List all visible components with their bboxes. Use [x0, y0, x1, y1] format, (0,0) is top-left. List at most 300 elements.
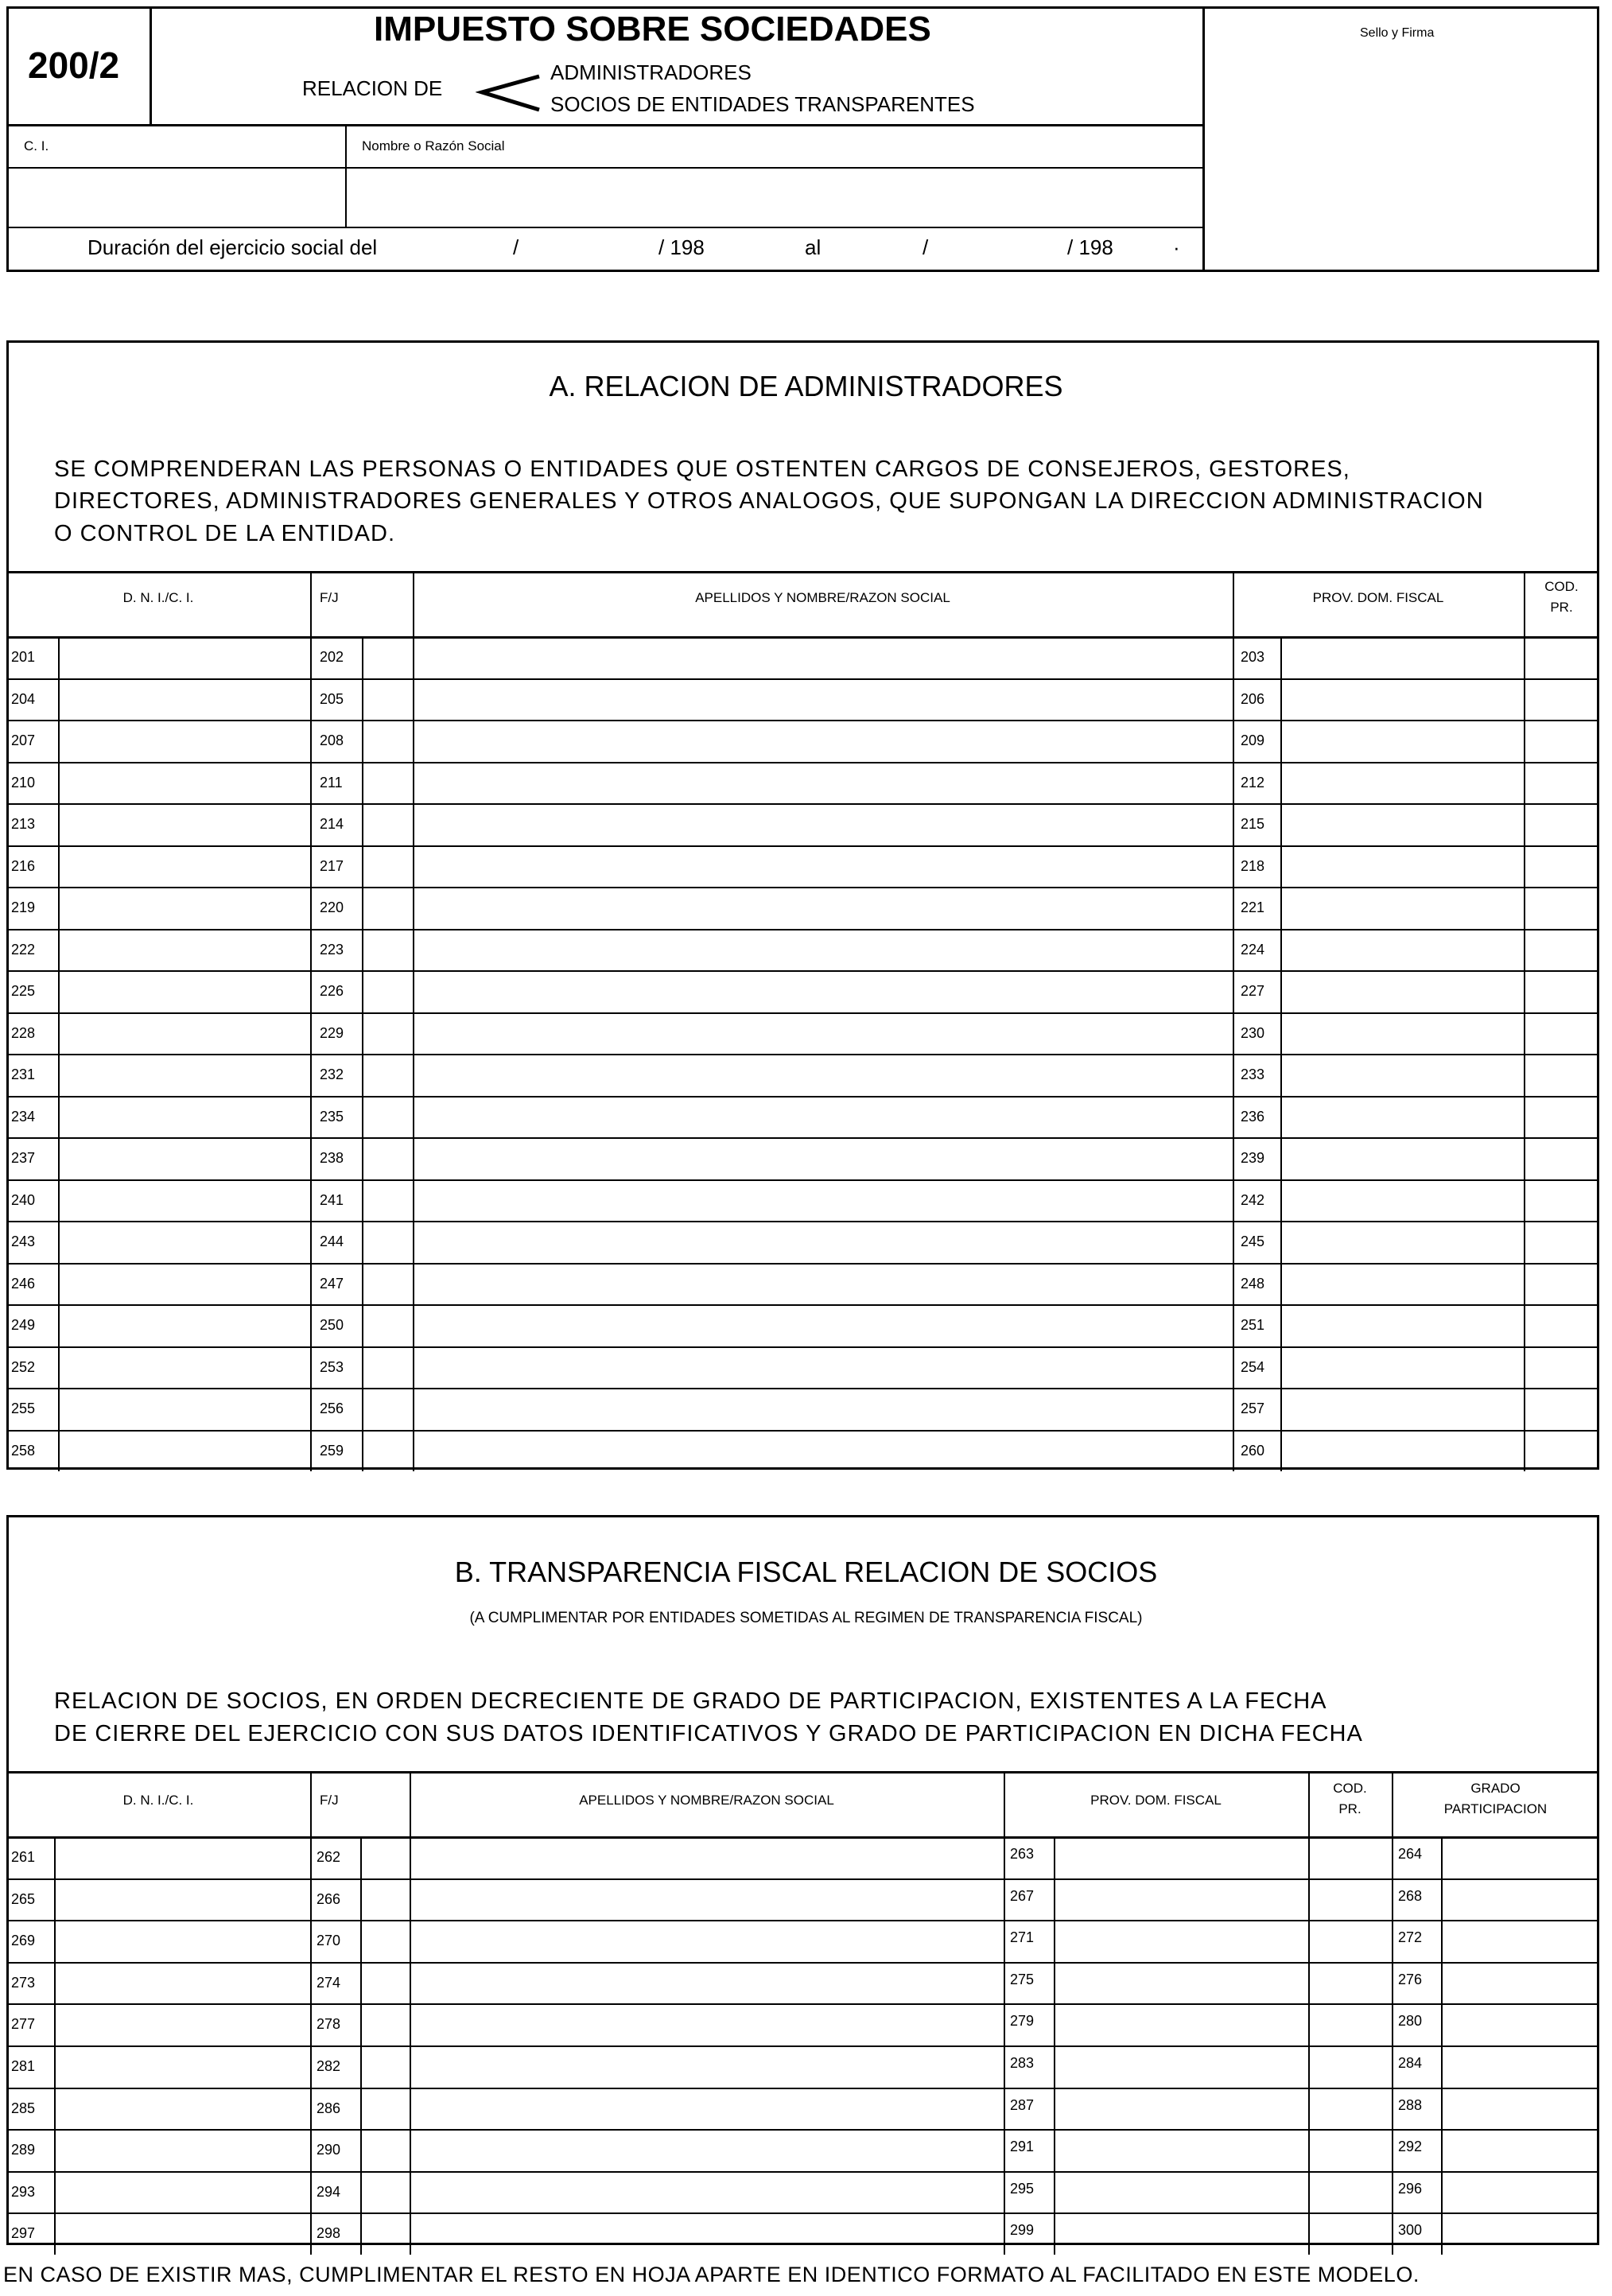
field-number: 298 [317, 2225, 341, 2242]
dni-input[interactable] [56, 1839, 309, 1876]
section-b-title: B. TRANSPARENCIA FISCAL RELACION DE SOCIOS [454, 1556, 1158, 1588]
field-number: 226 [320, 983, 344, 999]
field-number: 247 [320, 1275, 344, 1292]
apellidos-input[interactable] [411, 2048, 1002, 2085]
cod-pr-input[interactable] [1525, 1140, 1597, 1177]
fj-input[interactable] [363, 1390, 411, 1428]
prov-input[interactable] [1282, 1390, 1522, 1428]
divider [6, 678, 1599, 680]
divider [6, 571, 1599, 573]
field-number: 268 [1398, 1887, 1423, 1904]
divider [6, 167, 1204, 169]
field-number: 292 [1398, 2139, 1423, 2155]
col-header-apellidos: APELLIDOS Y NOMBRE/RAZON SOCIAL [695, 590, 950, 605]
dni-input[interactable] [56, 2006, 309, 2043]
prov-input[interactable] [1282, 1223, 1522, 1261]
divider [6, 2003, 1599, 2005]
cod-pr-input[interactable] [1525, 764, 1597, 802]
dni-input[interactable] [56, 1881, 309, 1918]
divider [6, 1962, 1599, 1964]
apellidos-input[interactable] [414, 764, 1231, 802]
field-number: 221 [1241, 899, 1265, 915]
field-number: 218 [1241, 857, 1265, 874]
field-number: 263 [1010, 1846, 1035, 1862]
divider [310, 573, 312, 1471]
apellidos-input[interactable] [411, 1839, 1002, 1876]
prov-input[interactable] [1055, 1839, 1307, 1876]
cod-pr-input[interactable] [1310, 2215, 1390, 2252]
field-number: 237 [11, 1150, 36, 1166]
field-number: 230 [1241, 1024, 1265, 1041]
cod-pr-input[interactable] [1525, 1182, 1597, 1219]
apellidos-input[interactable] [411, 2090, 1002, 2127]
field-number: 280 [1398, 2013, 1423, 2030]
divider [6, 887, 1599, 888]
field-number: 238 [320, 1150, 344, 1166]
field-number: 251 [1241, 1317, 1265, 1333]
field-number: 260 [1241, 1442, 1265, 1459]
dni-input[interactable] [60, 1223, 309, 1261]
apellidos-input[interactable] [411, 2006, 1002, 2043]
fj-input[interactable] [363, 1432, 411, 1470]
dni-input[interactable] [60, 973, 309, 1010]
field-number: 258 [11, 1442, 36, 1459]
field-number: 297 [11, 2225, 36, 2242]
prov-input[interactable] [1282, 1265, 1522, 1303]
divider [6, 1878, 1599, 1880]
cod-pr-input[interactable] [1525, 973, 1597, 1010]
nombre-label: Nombre o Razón Social [362, 138, 505, 153]
cod-pr-input[interactable] [1310, 2006, 1390, 2043]
field-number: 204 [11, 690, 36, 707]
field-number: 285 [11, 2100, 36, 2116]
dni-input[interactable] [60, 1015, 309, 1052]
duracion-year-2: / 198 [1067, 235, 1113, 259]
divider [150, 6, 152, 124]
field-number: 275 [1010, 1971, 1035, 1987]
col-header-fj: F/J [320, 590, 339, 605]
field-number: 293 [11, 2183, 36, 2200]
apellidos-input[interactable] [414, 1223, 1231, 1261]
divider [6, 1430, 1599, 1432]
col-header-fj: F/J [320, 1793, 339, 1808]
apellidos-input[interactable] [411, 1922, 1002, 1960]
fj-input[interactable] [362, 1964, 408, 2002]
field-number: 299 [1010, 2222, 1035, 2239]
col-header-prov: PROV. DOM. FISCAL [1090, 1793, 1222, 1808]
grado-participacion-input[interactable] [1443, 2048, 1597, 2085]
prov-input[interactable] [1282, 1056, 1522, 1094]
dni-input[interactable] [60, 1140, 309, 1177]
apellidos-input[interactable] [414, 848, 1231, 885]
form-code: 200/2 [28, 45, 120, 86]
dni-input[interactable] [56, 2215, 309, 2252]
prov-input[interactable] [1282, 973, 1522, 1010]
cod-pr-input[interactable] [1525, 1349, 1597, 1386]
relacion-label: RELACION DE [302, 76, 443, 100]
col-header-dni: D. N. I./C. I. [122, 1793, 194, 1808]
fj-input[interactable] [362, 2048, 408, 2085]
fj-input[interactable] [362, 1881, 408, 1918]
divider [6, 1304, 1599, 1306]
prov-input[interactable] [1282, 681, 1522, 718]
field-number: 209 [1241, 732, 1265, 748]
prov-input[interactable] [1055, 2215, 1307, 2252]
field-number: 240 [11, 1191, 36, 1208]
field-number: 207 [11, 732, 36, 748]
divider [6, 720, 1599, 721]
apellidos-input[interactable] [414, 889, 1231, 927]
cod-pr-input[interactable] [1310, 2048, 1390, 2085]
field-number: 242 [1241, 1191, 1265, 1208]
grado-participacion-input[interactable] [1443, 2174, 1597, 2211]
dni-input[interactable] [60, 1432, 309, 1470]
fj-input[interactable] [362, 2215, 408, 2252]
col-header-cod: COD. [1333, 1781, 1367, 1796]
field-number: 249 [11, 1317, 36, 1333]
apellidos-input[interactable] [411, 2174, 1002, 2211]
fj-input[interactable] [363, 1182, 411, 1219]
field-number: 265 [11, 1890, 36, 1907]
prov-input[interactable] [1055, 2131, 1307, 2169]
dni-input[interactable] [56, 2090, 309, 2127]
duracion-year-1: / 198 [658, 235, 705, 259]
apellidos-input[interactable] [414, 1140, 1231, 1177]
cod-pr-input[interactable] [1310, 2131, 1390, 2169]
col-header-prov: PROV. DOM. FISCAL [1312, 590, 1444, 605]
field-number: 277 [11, 2016, 36, 2033]
divider [6, 1137, 1599, 1139]
field-number: 235 [320, 1108, 344, 1125]
apellidos-input[interactable] [414, 722, 1231, 760]
field-number: 244 [320, 1233, 344, 1249]
dni-input[interactable] [60, 681, 309, 718]
fj-input[interactable] [363, 1098, 411, 1136]
fj-input[interactable] [363, 973, 411, 1010]
fj-input[interactable] [362, 2090, 408, 2127]
field-number: 216 [11, 857, 36, 874]
divider [6, 762, 1599, 763]
cod-pr-input[interactable] [1525, 848, 1597, 885]
apellidos-input[interactable] [411, 2215, 1002, 2252]
cod-pr-input[interactable] [1310, 1964, 1390, 2002]
prov-input[interactable] [1282, 848, 1522, 885]
dni-input[interactable] [60, 1182, 309, 1219]
prov-input[interactable] [1282, 1182, 1522, 1219]
divider [6, 1346, 1599, 1348]
cod-pr-input[interactable] [1525, 889, 1597, 927]
dni-input[interactable] [60, 764, 309, 802]
fj-input[interactable] [363, 764, 411, 802]
field-number: 229 [320, 1024, 344, 1041]
section-a-title: A. RELACION DE ADMINISTRADORES [549, 370, 1063, 402]
prov-input[interactable] [1055, 1881, 1307, 1918]
dni-input[interactable] [60, 1349, 309, 1386]
prov-input[interactable] [1282, 1349, 1522, 1386]
divider [1202, 6, 1205, 272]
prov-input[interactable] [1282, 1140, 1522, 1177]
field-number: 232 [320, 1066, 344, 1082]
fj-input[interactable] [362, 2131, 408, 2169]
apellidos-input[interactable] [414, 639, 1231, 676]
apellidos-input[interactable] [414, 1432, 1231, 1470]
cod-pr-input[interactable] [1525, 931, 1597, 969]
fj-input[interactable] [363, 889, 411, 927]
grado-participacion-input[interactable] [1443, 2215, 1597, 2252]
grado-participacion-input[interactable] [1443, 1964, 1597, 2002]
fj-input[interactable] [362, 1839, 408, 1876]
field-number: 281 [11, 2058, 36, 2074]
fj-input[interactable] [363, 1223, 411, 1261]
prov-input[interactable] [1055, 2048, 1307, 2085]
apellidos-input[interactable] [411, 1964, 1002, 2002]
grado-participacion-input[interactable] [1443, 1922, 1597, 1960]
field-number: 239 [1241, 1150, 1265, 1166]
field-number: 222 [11, 941, 36, 958]
section-a-desc-3: O CONTROL DE LA ENTIDAD. [54, 521, 395, 546]
field-number: 233 [1241, 1066, 1265, 1082]
apellidos-input[interactable] [411, 2131, 1002, 2169]
field-number: 220 [320, 899, 344, 915]
field-number: 295 [1010, 2180, 1035, 2197]
dni-input[interactable] [60, 806, 309, 843]
section-b-subtitle: (A CUMPLIMENTAR POR ENTIDADES SOMETIDAS AL REGIMEN DE TRANSPARENCIA FISCAL) [469, 1610, 1143, 1626]
field-number: 202 [320, 649, 344, 665]
apellidos-input[interactable] [411, 1881, 1002, 1918]
field-number: 213 [11, 816, 36, 832]
cod-pr-input[interactable] [1525, 1015, 1597, 1052]
divider [6, 1388, 1599, 1389]
duracion-al: al [805, 235, 822, 259]
duracion-slash-2: / [923, 235, 929, 259]
field-number: 272 [1398, 1929, 1423, 1946]
prov-input[interactable] [1282, 722, 1522, 760]
grado-participacion-input[interactable] [1443, 2006, 1597, 2043]
field-number: 225 [11, 983, 36, 999]
cod-pr-input[interactable] [1525, 1432, 1597, 1470]
fj-input[interactable] [363, 1015, 411, 1052]
dni-input[interactable] [56, 1964, 309, 2002]
apellidos-input[interactable] [414, 1307, 1231, 1344]
cod-pr-input[interactable] [1525, 722, 1597, 760]
apellidos-input[interactable] [414, 681, 1231, 718]
field-number: 219 [11, 899, 36, 915]
field-number: 286 [317, 2100, 341, 2116]
field-number: 294 [317, 2183, 341, 2200]
divider [6, 1221, 1599, 1222]
fj-input[interactable] [363, 806, 411, 843]
prov-input[interactable] [1055, 1922, 1307, 1960]
fj-input[interactable] [363, 1265, 411, 1303]
field-number: 203 [1241, 649, 1265, 665]
field-number: 284 [1398, 2055, 1423, 2071]
divider [6, 1263, 1599, 1265]
cod-pr-input[interactable] [1525, 806, 1597, 843]
field-number: 201 [11, 649, 36, 665]
section-a-desc-1: SE COMPRENDERAN LAS PERSONAS O ENTIDADES QUE OSTENTEN CARGOS DE CONSEJEROS, GESTORES, [54, 456, 1350, 482]
dni-input[interactable] [60, 848, 309, 885]
cod-pr-input[interactable] [1310, 1839, 1390, 1876]
prov-input[interactable] [1055, 2006, 1307, 2043]
apellidos-input[interactable] [414, 1056, 1231, 1094]
dni-input[interactable] [60, 1056, 309, 1094]
field-number: 264 [1398, 1846, 1423, 1862]
apellidos-input[interactable] [414, 931, 1231, 969]
fj-input[interactable] [362, 1922, 408, 1960]
field-number: 248 [1241, 1275, 1265, 1292]
fj-input[interactable] [362, 2174, 408, 2211]
cod-pr-input[interactable] [1310, 2174, 1390, 2211]
relacion-chevron-icon [476, 70, 542, 118]
cod-pr-input[interactable] [1310, 1922, 1390, 1960]
field-number: 228 [11, 1024, 36, 1041]
apellidos-input[interactable] [414, 973, 1231, 1010]
field-number: 255 [11, 1401, 36, 1416]
divider [6, 1054, 1599, 1055]
fj-input[interactable] [363, 931, 411, 969]
cod-pr-input[interactable] [1525, 1223, 1597, 1261]
apellidos-input[interactable] [414, 1390, 1231, 1428]
field-number: 254 [1241, 1358, 1265, 1375]
cod-pr-input[interactable] [1310, 2090, 1390, 2127]
grado-participacion-input[interactable] [1443, 2090, 1597, 2127]
field-number: 214 [320, 816, 344, 832]
field-number: 269 [11, 1933, 36, 1949]
field-number: 273 [11, 1974, 36, 1991]
dni-input[interactable] [56, 2131, 309, 2169]
apellidos-input[interactable] [414, 1265, 1231, 1303]
prov-input[interactable] [1282, 639, 1522, 676]
field-number: 246 [11, 1275, 36, 1292]
field-number: 274 [317, 1974, 341, 1991]
cod-pr-input[interactable] [1525, 681, 1597, 718]
fj-input[interactable] [363, 681, 411, 718]
prov-input[interactable] [1282, 1015, 1522, 1052]
dni-input[interactable] [60, 1390, 309, 1428]
field-number: 287 [1010, 2096, 1035, 2113]
prov-input[interactable] [1282, 889, 1522, 927]
field-number: 300 [1398, 2222, 1423, 2239]
divider [6, 2045, 1599, 2047]
prov-input[interactable] [1282, 1307, 1522, 1344]
col-header-apellidos: APELLIDOS Y NOMBRE/RAZON SOCIAL [579, 1793, 834, 1808]
fj-input[interactable] [363, 639, 411, 676]
apellidos-input[interactable] [414, 1182, 1231, 1219]
dni-input[interactable] [60, 639, 309, 676]
divider [345, 124, 347, 227]
divider [6, 1920, 1599, 1921]
section-a-desc-2: DIRECTORES, ADMINISTRADORES GENERALES Y OTROS ANALOGOS, QUE SUPONGAN LA DIRECCION ADMINISTRACION [54, 488, 1484, 514]
prov-input[interactable] [1055, 1964, 1307, 2002]
dni-input[interactable] [56, 2048, 309, 2085]
divider [6, 124, 1204, 126]
prov-input[interactable] [1055, 2174, 1307, 2211]
dni-input[interactable] [60, 931, 309, 969]
divider [6, 227, 1204, 228]
prov-input[interactable] [1282, 806, 1522, 843]
grado-participacion-input[interactable] [1443, 2131, 1597, 2169]
field-number: 296 [1398, 2180, 1423, 2197]
duracion-slash-1: / [513, 235, 519, 259]
prov-input[interactable] [1055, 2090, 1307, 2127]
cod-pr-input[interactable] [1525, 1307, 1597, 1344]
divider [6, 1771, 1599, 1773]
section-b-desc-1: RELACION DE SOCIOS, EN ORDEN DECRECIENTE DE GRADO DE PARTICIPACION, EXISTENTES A LA FECHA [54, 1688, 1327, 1714]
field-number: 236 [1241, 1108, 1265, 1125]
field-number: 283 [1010, 2055, 1035, 2071]
fj-input[interactable] [363, 1349, 411, 1386]
field-number: 256 [320, 1401, 344, 1416]
dni-input[interactable] [60, 1098, 309, 1136]
fj-input[interactable] [363, 848, 411, 885]
field-number: 262 [317, 1849, 341, 1865]
grado-participacion-input[interactable] [1443, 1839, 1597, 1876]
divider [6, 2129, 1599, 2131]
relacion-option-socios: SOCIOS DE ENTIDADES TRANSPARENTES [550, 92, 975, 116]
col-header-cod-pr: PR. [1550, 600, 1573, 615]
fj-input[interactable] [363, 1307, 411, 1344]
cod-pr-input[interactable] [1310, 1881, 1390, 1918]
prov-input[interactable] [1282, 1098, 1522, 1136]
apellidos-input[interactable] [414, 1349, 1231, 1386]
nombre-field[interactable] [348, 170, 1201, 224]
field-number: 266 [317, 1890, 341, 1907]
cod-pr-input[interactable] [1525, 1265, 1597, 1303]
field-number: 243 [11, 1233, 36, 1249]
duracion-dot: · [1173, 235, 1180, 259]
field-number: 279 [1010, 2013, 1035, 2030]
field-number: 290 [317, 2142, 341, 2158]
dni-input[interactable] [60, 722, 309, 760]
field-number: 267 [1010, 1887, 1035, 1904]
fj-input[interactable] [363, 1140, 411, 1177]
field-number: 217 [320, 857, 344, 874]
cod-pr-input[interactable] [1525, 1390, 1597, 1428]
field-number: 291 [1010, 2139, 1035, 2155]
apellidos-input[interactable] [414, 806, 1231, 843]
field-number: 259 [320, 1442, 344, 1459]
grado-participacion-input[interactable] [1443, 1881, 1597, 1918]
prov-input[interactable] [1282, 1432, 1522, 1470]
footer-note: EN CASO DE EXISTIR MAS, CUMPLIMENTAR EL RESTO EN HOJA APARTE EN IDENTICO FORMATO AL FACILITADO EN ESTE MODELO. [3, 2263, 1420, 2286]
prov-input[interactable] [1282, 764, 1522, 802]
fj-input[interactable] [362, 2006, 408, 2043]
ci-field[interactable] [10, 170, 344, 224]
field-number: 271 [1010, 1929, 1035, 1946]
fj-input[interactable] [363, 1056, 411, 1094]
apellidos-input[interactable] [414, 1098, 1231, 1136]
field-number: 241 [320, 1191, 344, 1208]
cod-pr-input[interactable] [1525, 1056, 1597, 1094]
divider [6, 929, 1599, 930]
dni-input[interactable] [56, 1922, 309, 1960]
apellidos-input[interactable] [414, 1015, 1231, 1052]
field-number: 234 [11, 1108, 36, 1125]
dni-input[interactable] [60, 1265, 309, 1303]
prov-input[interactable] [1282, 931, 1522, 969]
field-number: 210 [11, 774, 36, 791]
cod-pr-input[interactable] [1525, 639, 1597, 676]
fj-input[interactable] [363, 722, 411, 760]
col-header-dni: D. N. I./C. I. [122, 590, 194, 605]
cod-pr-input[interactable] [1525, 1098, 1597, 1136]
dni-input[interactable] [60, 1307, 309, 1344]
dni-input[interactable] [60, 889, 309, 927]
field-number: 206 [1241, 690, 1265, 707]
ci-label: C. I. [24, 138, 49, 153]
divider [6, 2171, 1599, 2173]
dni-input[interactable] [56, 2174, 309, 2211]
